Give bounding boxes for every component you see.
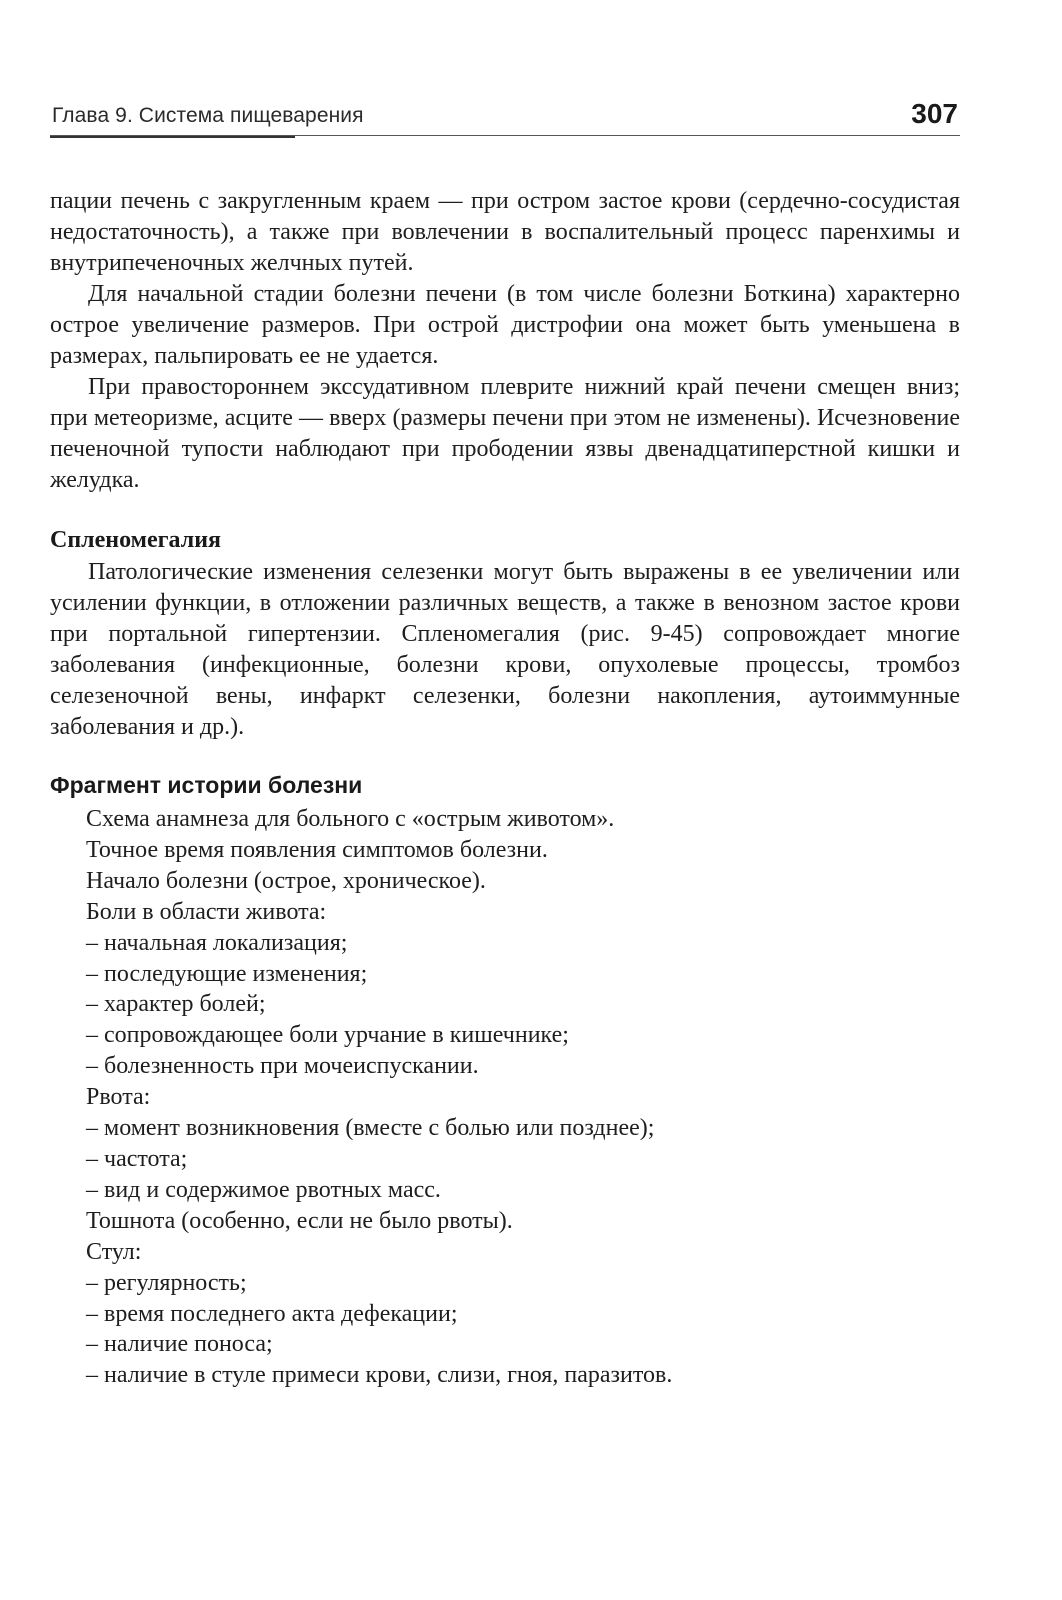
list-item: Точное время появления симптомов болезни. xyxy=(86,836,548,863)
book-page xyxy=(50,0,960,1600)
list-item: – время последнего акта дефекации; xyxy=(86,1300,458,1327)
list-item: – вид и содержимое рвотных масс. xyxy=(86,1176,441,1203)
list-item: – сопровождающее боли урчание в кишечнике; xyxy=(86,1022,569,1049)
list-item: – начальная локализация; xyxy=(86,929,348,956)
list-item: Рвота: xyxy=(86,1084,151,1111)
list-item: – регулярность; xyxy=(86,1269,247,1296)
splenomegaly-text-block xyxy=(50,557,960,743)
list-item: – наличие в стуле примеси крови, слизи, гноя, паразитов. xyxy=(86,1362,673,1389)
list-item: – наличие поноса; xyxy=(86,1331,273,1358)
running-head xyxy=(50,100,960,136)
paragraph-initial-stage: Для начальной стадии болезни печени (в том числе болезни Боткина) характерно острое увеличение размеров. При острой дистрофии она может быть уменьшена в размерах, пальпировать ее не удается. xyxy=(50,281,960,369)
paragraph-continued: пации печень с закругленным краем — при остром застое крови (сердечно-сосудистая недостаточность), а также при вовлечении в воспалительный процесс паренхимы и внутрипеченочных желчных путей. xyxy=(50,188,960,276)
list-item: Схема анамнеза для больного с «острым животом». xyxy=(86,806,615,832)
section-heading-history-fragment: Фрагмент истории болезни xyxy=(50,772,363,798)
list-item: Стул: xyxy=(86,1238,142,1265)
list-item: Боли в области живота: xyxy=(86,898,327,925)
section-heading-splenomegaly: Спленомегалия xyxy=(50,527,222,553)
header-rule-accent xyxy=(50,136,295,138)
list-item: – болезненность при мочеиспускании. xyxy=(86,1053,479,1080)
chapter-title: Глава 9. Система пищеварения xyxy=(52,104,364,127)
list-item: Тошнота (особенно, если не было рвоты). xyxy=(86,1207,513,1234)
anamnesis-scheme-list xyxy=(86,804,946,1391)
liver-text-block xyxy=(50,186,960,496)
list-item: – момент возникновения (вместе с болью или позднее); xyxy=(86,1115,655,1142)
paragraph-splenomegaly: Патологические изменения селезенки могут быть выражены в ее увеличении или усилении функции, в отложении различных веществ, а также в венозном застое крови при портальной гипертензии. Спленомегалия (рис. 9-45) сопровождает многие заболевания (инфекционные, болезни крови, опухолевые процессы, тромбоз селезеночной вены, инфаркт селезенки, болезни накопления, аутоиммунные заболевания и др.). xyxy=(50,559,960,740)
list-item: Начало болезни (острое, хроническое). xyxy=(86,867,486,894)
page-number: 307 xyxy=(911,98,958,129)
list-item: – частота; xyxy=(86,1145,188,1172)
paragraph-pleurisy: При правостороннем экссудативном плеврите нижний край печени смещен вниз; при метеоризме, асците — вверх (размеры печени при этом не изменены). Исчезновение печеночной тупости наблюдают при прободении язвы двенадцатиперстной кишки и желудка. xyxy=(50,374,960,493)
list-item: – последующие изменения; xyxy=(86,960,368,987)
list-item: – характер болей; xyxy=(86,991,266,1018)
